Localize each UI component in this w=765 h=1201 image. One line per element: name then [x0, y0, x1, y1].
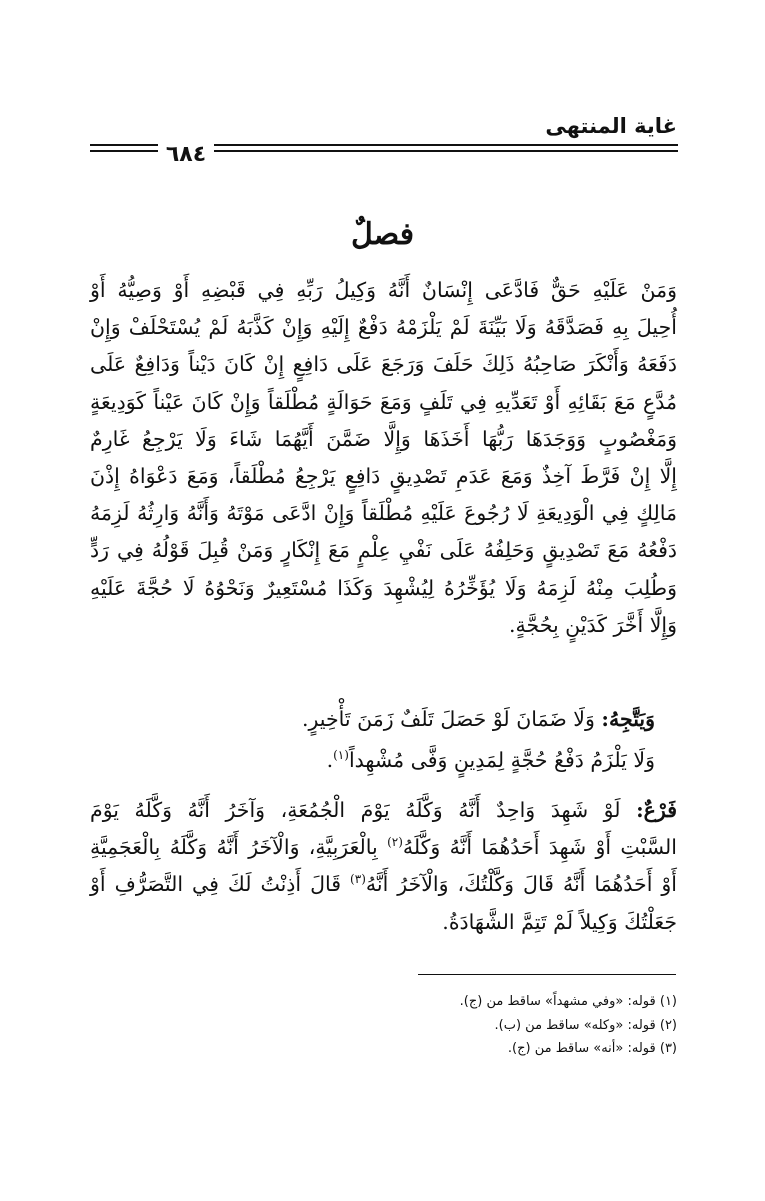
- page-number: ٦٨٤: [165, 142, 207, 167]
- header-rule-left-bottom: [90, 150, 158, 152]
- text-line: وَمَغْصُوبٍ وَوَجَدَهَا رَبُّهَا أَخَذَهَا وَإِلَّا ضَمَّنَ أَيَّهُمَا شَاءَ وَلَا يَرْجِعُ غَارِمٌ: [90, 426, 677, 451]
- header-rule-right-bottom: [214, 150, 678, 152]
- text-line: وَإِلَّا أَخَّرَ كَدَيْنٍ بِحُجَّةٍ.: [508, 612, 677, 637]
- text-line: مَالِكٍ فِي الْوَدِيعَةِ لَا رُجُوعَ عَلَيْهِ مُطْلَقاً وَإِنْ ادَّعَى مَوْتَهُ وَأَنَّهُ وَارِثُهُ لَزِمَهُ: [90, 501, 677, 526]
- section-heading: فصلٌ: [350, 217, 415, 252]
- footnote-ref: (١): [333, 748, 349, 763]
- paragraph-text: لَوْ شَهِدَ وَاحِدٌ أَنَّهُ وَكَّلَهُ يَوْمَ الْجُمُعَةِ، وَآخَرُ أَنَّهُ وَكَّلَهُ يَوْمَ: [90, 798, 621, 822]
- text-line: [90, 701, 655, 738]
- text-line: أُحِيلَ بِهِ فَصَدَّقَهُ وَلَا بَيِّنَةَ لَمْ يَلْزَمْهُ دَفْعٌ إِلَيْهِ وَإِنْ كَذَّبَهُ لَمْ يُسْتَحْلَفْ وَإِنْ: [90, 315, 677, 340]
- text-line: إِلَّا إِنْ فَرَّطَ آخِذٌ وَمَعَ عَدَمِ تَصْدِيقٍ دَافِعٍ يَرْجِعُ مُطْلَقاً، وَمَعَ دَعْوَاهُ إِذْنَ: [90, 464, 677, 489]
- footnote: (١) قوله: «وفي مشهداً» ساقط من (ج).: [459, 994, 677, 1009]
- text-line: [90, 792, 677, 829]
- paragraph-text: وَلَا يَلْزَمُ دَفْعُ حُجَّةٍ لِمَدِينٍ وَفَّى مُشْهِداً: [348, 748, 655, 772]
- footnote: (٢) قوله: «وكله» ساقط من (ب).: [494, 1017, 677, 1033]
- text-line: جَعَلْتُكَ وَكِيلاً لَمْ تَتِمَّ الشَّهَادَةُ.: [442, 909, 677, 934]
- paragraph-main: [90, 272, 677, 644]
- text-line: [90, 866, 677, 903]
- paragraph-text: السَّبْتِ أَوْ شَهِدَ أَحَدُهُمَا أَنَّهُ وَكَّلَهُ: [402, 835, 677, 860]
- footnote-ref: (٣): [350, 872, 366, 887]
- header-rule-right-top: [214, 144, 678, 146]
- footnotes: [460, 990, 677, 1061]
- text-line: وَمَنْ عَلَيْهِ حَقٌّ فَادَّعَى إِنْسَانٌ أَنَّهُ وَكِيلُ رَبِّهِ فِي قَبْضِهِ أَوْ وَصِيُّهُ أَوْ: [90, 278, 677, 302]
- footnote: (٣) قوله: «أنه» ساقط من (ج).: [507, 1041, 677, 1056]
- punctuation: .: [326, 748, 334, 772]
- footnote-separator: [418, 974, 676, 975]
- text-line: [90, 829, 677, 866]
- term-label: وَيَتَّجِهُ:: [601, 707, 655, 731]
- paragraph-text: بِالْعَرَبِيَّةِ، وَالْآخَرُ أَنَّهُ وَكَّلَهُ بِالْعَجَمِيَّةِ: [90, 835, 378, 860]
- text-line: مُدَّعٍ مَعَ بَقَائِهِ أَوْ تَعَدِّيهِ فِي تَلَفٍ وَمَعَ حَوَالَةٍ مُطْلَقاً وَإِنْ كَانَ عَيْناً كَوَدِيعَةٍ: [90, 389, 677, 414]
- text-line: دَفَعَهُ وَأَنْكَرَ صَاحِبُهُ ذَلِكَ حَلَفَ وَرَجَعَ عَلَى دَافِعٍ إِنْ كَانَ دَيْناً وَدَافِعٌ عَلَى: [90, 352, 677, 377]
- text-line: دَفْعُهُ مَعَ تَصْدِيقٍ وَحَلِفُهُ عَلَى نَفْيِ عِلْمٍ مَعَ إِنْكَارٍ وَمَنْ قُبِلَ قَوْلُهُ فِي رَدٍّ: [90, 538, 677, 563]
- paragraph-hujja: [90, 742, 677, 779]
- header-rule-left-top: [90, 144, 158, 146]
- footnote-ref: (٢): [387, 835, 403, 850]
- paragraph-far: [90, 792, 677, 941]
- paragraph-yattajih: [90, 701, 677, 738]
- text-line: [90, 742, 655, 779]
- paragraph-text: وَلَا ضَمَانَ لَوْ حَصَلَ تَلَفٌ زَمَنَ تَأْخِيرٍ.: [301, 707, 595, 731]
- text-line: وَطُلِبَ مِنْهُ لَزِمَهُ وَلَا يُؤَخِّرُهُ لِيُشْهِدَ وَكَذَا مُسْتَعِيرٌ وَنَحْوُهُ لَا حُجَّةَ عَلَيْهِ: [90, 575, 677, 600]
- running-header-title: غاية المنتهى: [545, 114, 677, 138]
- paragraph-text: أَوْ أَحَدُهُمَا أَنَّهُ قَالَ وَكَّلْتُكَ، وَالْآخَرُ أَنَّهُ: [365, 872, 677, 897]
- term-label: فَرْعٌ:: [636, 798, 677, 822]
- paragraph-text: قَالَ أَذِنْتُ لَكَ فِي التَّصَرُّفِ أَوْ: [90, 872, 342, 897]
